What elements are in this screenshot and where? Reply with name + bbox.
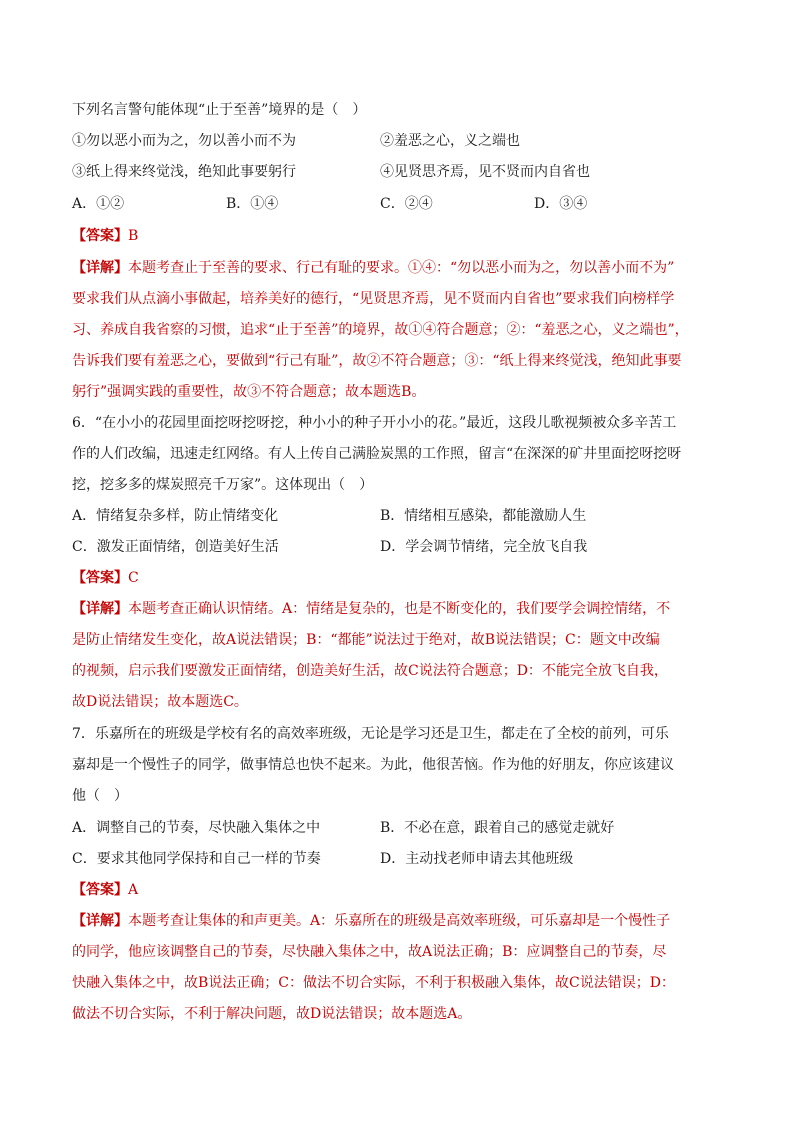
- detail-text: 本题考查让集体的和声更美。A：乐嘉所在的班级是高效率班级，可乐嘉却是一个慢性子: [128, 913, 671, 929]
- q5-choice-a: A．①②: [72, 196, 125, 212]
- q7-answer: [72, 880, 722, 900]
- q7-choice-c: C．要求其他同学保持和自己一样的节奏: [72, 851, 321, 867]
- q5-option-4: ④见贤思齐焉，见不贤而内自省也: [380, 164, 590, 180]
- q6-choice-b: B．情绪相互感染，都能激励人生: [380, 508, 587, 524]
- q7-choice-b: B．不必在意，跟着自己的感觉走就好: [380, 820, 615, 836]
- detail-tag: 【详解】: [72, 260, 128, 276]
- q6-choice-d: D．学会调节情绪，完全放飞自我: [380, 539, 588, 555]
- q6-choice-a: A．情绪复杂多样，防止情绪变化: [72, 508, 279, 524]
- q7-stem-line-3: 他（ ）: [72, 788, 128, 804]
- detail-tag: 【详解】: [72, 913, 128, 929]
- answer-value: B: [128, 228, 139, 244]
- q7-stem-line-1: 7．乐嘉所在的班级是学校有名的高效率班级，无论是学习还是卫生，都走在了全校的前列，可乐: [72, 726, 669, 742]
- q6-stem-line-3: 挖，挖多多的煤炭照亮千万家”。这体现出（ ）: [72, 477, 374, 493]
- q5-option-1: ①勿以恶小而为之，勿以善小而不为: [72, 133, 296, 149]
- q7-stem-line-2: 嘉却是一个慢性子的同学，做事情总也快不起来。为此，他很苦恼。作为他的好朋友，你应该建议: [72, 757, 674, 773]
- q5-choice-c: C．②④: [380, 196, 433, 212]
- q7-choice-a: A．调整自己的节奏，尽快融入集体之中: [72, 820, 321, 836]
- q7-detail-line-4: 做法不切合实际，不利于解决问题，故D说法错误；故本题选A。: [72, 1006, 472, 1022]
- detail-tag: 【详解】: [72, 601, 128, 617]
- q5-detail-line-5: 躬行”强调实践的重要性，故③不符合题意；故本题选B。: [72, 384, 426, 400]
- q6-detail-line-2: 是防止情绪发生变化，故A说法错误；B：“都能”说法过于绝对，故B说法错误；C：题文中改编: [72, 632, 660, 648]
- q7-detail-line-1: [72, 911, 722, 931]
- answer-tag: 【答案】: [72, 882, 128, 898]
- q6-answer: [72, 568, 722, 588]
- answer-tag: 【答案】: [72, 228, 128, 244]
- q5-detail-line-2: 要求我们从点滴小事做起，培养美好的德行，“见贤思齐焉，见不贤而内自省也”要求我们向榜样学: [72, 291, 675, 307]
- q5-detail-line-1: [72, 258, 722, 278]
- q7-detail-line-3: 快融入集体之中，故B说法正确；C：做法不切合实际，不利于积极融入集体，故C说法错误；D：: [72, 975, 675, 991]
- answer-value: A: [128, 882, 139, 898]
- q5-stem: 下列名言警句能体现“止于至善”境界的是（ ）: [72, 102, 367, 118]
- answer-tag: 【答案】: [72, 570, 128, 586]
- q6-detail-line-1: [72, 599, 722, 619]
- q5-choice-b: B．①④: [226, 196, 279, 212]
- q7-detail-line-2: 的同学，他应该调整自己的节奏，尽快融入集体之中，故A说法正确；B：应调整自己的节奏，尽: [72, 944, 667, 960]
- q6-detail-line-3: 的视频，启示我们要激发正面情绪，创造美好生活，故C说法符合题意；D：不能完全放飞自我，: [72, 663, 668, 679]
- q5-detail-line-3: 习、养成自我省察的习惯，追求“止于至善”的境界，故①④符合题意；②：“羞恶之心，义之端也”，: [72, 322, 689, 338]
- q5-choice-d: D．③④: [534, 196, 588, 212]
- answer-value: C: [128, 570, 139, 586]
- q5-answer: [72, 226, 722, 246]
- detail-text: 本题考查止于至善的要求、行己有耻的要求。①④：“勿以恶小而为之，勿以善小而不为”: [128, 260, 675, 276]
- q6-stem-line-2: 作的人们改编，迅速走红网络。有人上传自己满脸炭黑的工作照，留言“在深深的矿井里面挖呀挖呀: [72, 446, 682, 462]
- q5-option-3: ③纸上得来终觉浅，绝知此事要躬行: [72, 164, 296, 180]
- q5-detail-line-4: 告诉我们要有羞恶之心，要做到“行己有耻”，故②不符合题意；③：“纸上得来终觉浅，绝知此事要: [72, 353, 682, 369]
- q6-stem-line-1: 6．“在小小的花园里面挖呀挖呀挖，种小小的种子开小小的花。”最近，这段儿歌视频被众多辛苦工: [72, 415, 677, 431]
- q6-choice-c: C．激发正面情绪，创造美好生活: [72, 539, 279, 555]
- detail-text: 本题考查正确认识情绪。A：情绪是复杂的，也是不断变化的，我们要学会调控情绪，不: [128, 601, 671, 617]
- q6-detail-line-4: 故D说法错误；故本题选C。: [72, 694, 248, 710]
- q7-choice-d: D．主动找老师申请去其他班级: [380, 851, 574, 867]
- q5-option-2: ②羞恶之心，义之端也: [380, 133, 520, 149]
